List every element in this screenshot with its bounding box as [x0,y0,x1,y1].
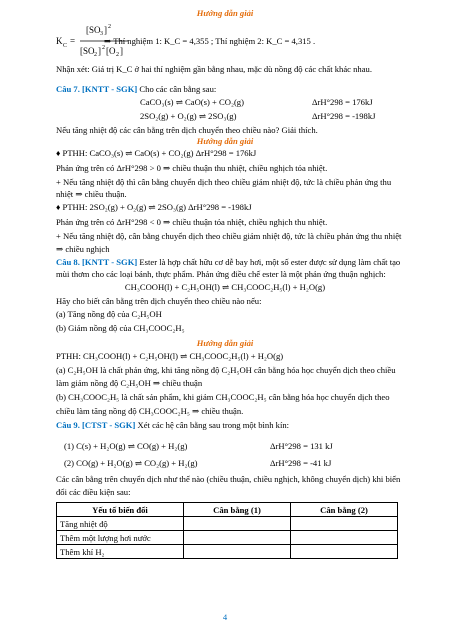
svg-text:C: C [63,43,68,49]
q7-guide-header: Hướng dẫn giải [196,136,254,146]
q8-text: Ester là hợp chất hữu cơ dễ bay hơi, một số ester được sử dụng làm chất tạo [137,257,401,267]
table-row [57,517,398,531]
q7-answer-line: + Nếu tăng nhiệt độ thì cân bằng chuyển dịch theo chiều giảm nhiệt độ, tức là chiều phản ứng thu [56,177,392,187]
q8-text-continued: mùi thơm cho các loại bánh, thực phẩm. Phản ứng điều chế ester là một phản ứng thuận nghịch: [56,269,386,279]
q9-question: Các cân bằng trên chuyển dịch như thế nào (chiều thuận, chiều nghịch, không chuyển dịch) khi biến [56,474,401,484]
table-cell: Thêm khí H₂ [57,545,184,559]
q7-answer-line: ⇒ chiều nghịch [56,244,110,254]
q9-eq1: (1) C(s) + H₂O(g) ⇌ CO(g) + H₂(g) [64,441,188,451]
table-row [57,531,398,545]
kc-note: Nhận xét: Giá trị K_C ở hai thí nghiệm gần bằng nhau, mặc dù nồng độ các chất khác nhau. [56,64,372,74]
q8-option-b: (b) Giảm nồng độ của CH₃COOC₂H₅ [56,323,185,333]
q8-equation: CH₃COOH(l) + C₂H₅OH(l) ⇌ CH₃COOC₂H₅(l) + H₂O(g) [124,282,326,292]
table-cell[interactable] [291,517,398,531]
table-row [57,545,398,559]
q7-question: Nếu tăng nhiệt độ các cân bằng trên dịch chuyển theo chiều nào? Giải thích. [56,125,318,135]
q8-question: Hãy cho biết cân bằng trên dịch chuyển theo chiều nào nếu: [56,296,262,306]
svg-text:[SO: [SO [80,46,95,56]
svg-text:]: ] [104,25,107,35]
q7-answer-line: ♦ PTHH: 2SO₂(g) + O₂(g) ⇌ 2SO₃(g) ΔrH°298 = -198kJ [56,202,252,212]
svg-text:2: 2 [102,45,105,51]
q8-answer-line: (b) CH₃COOC₂H₅ là chất sản phẩm, khi giảm CH₃COOC₂H₅ cân bằng hóa học chuyển dịch theo [56,392,390,402]
table-cell[interactable] [184,545,291,559]
q7-eq2: 2SO₂(g) + O₂(g) ⇌ 2SO₃(g) [140,111,237,121]
svg-text:2: 2 [108,24,111,30]
q7-answer-line: ♦ PTHH: CaCO₃(s) ⇌ CaO(s) + CO₂(g) ΔrH°298 = 176kJ [56,148,257,158]
table-cell[interactable] [184,531,291,545]
svg-text:[SO: [SO [86,25,101,35]
kc-results: ⇒ Thí nghiệm 1: K_C = 4,355 ; Thí nghiệm 2: K_C = 4,315 . [104,36,316,46]
q9-prompt [56,420,289,431]
q8-option-a: (a) Tăng nồng độ của C₂H₅OH [56,309,162,319]
q7-prompt [56,84,216,95]
table-header: Cân bằng (2) [291,503,398,517]
svg-text:]: ] [120,46,123,56]
table-header: Cân bằng (1) [184,503,291,517]
q9-eq1-enthalpy: ΔrH°298 = 131 kJ [270,441,333,451]
table-header: Yếu tố biến đổi [57,503,184,517]
q8-answer-line: làm giảm nồng độ C₂H₅OH ⇒ chiều thuận [56,378,203,388]
table-cell: Thêm một lượng hơi nước [57,531,184,545]
q8-prompt [56,257,400,268]
q7-answer-line: Phản ứng trên có ΔrH°298 < 0 ⇒ chiều thuận tỏa nhiệt, chiều nghịch thu nhiệt. [56,217,328,227]
q8-label: Câu 8. [KNTT - SGK] [56,257,138,267]
q7-answer-line: Phản ứng trên có ΔrH°298 > 0 ⇒ chiều thuận thu nhiệt, chiều nghịch tỏa nhiệt. [56,163,328,173]
svg-text:K: K [56,36,63,46]
svg-text:2: 2 [116,52,119,58]
q7-eq1-enthalpy: ΔrH°298 = 176kJ [312,97,373,107]
table-cell[interactable] [291,545,398,559]
q7-text: Cho các cân bằng sau: [137,84,217,94]
q7-answer-line: + Nếu tăng nhiệt độ, cân bằng chuyển dịch theo chiều giảm nhiệt độ, tức là chiều phản ứng thu nhiệt [56,231,402,241]
q9-eq2-enthalpy: ΔrH°298 = -41 kJ [270,458,332,468]
q8-answer-line: (a) C₂H₅OH là chất phản ứng, khi tăng nồng độ C₂H₅OH cân bằng hóa học chuyển dịch theo chiều [56,365,396,375]
page-number: 4 [222,612,228,622]
svg-text:3: 3 [100,31,103,37]
q7-label: Câu 7. [KNTT - SGK] [56,84,138,94]
table-cell: Tăng nhiệt độ [57,517,184,531]
svg-text:2: 2 [94,52,97,58]
q7-answer-line: nhiệt ⇒ chiều thuận. [56,189,127,199]
table-cell[interactable] [184,517,291,531]
q9-text: Xét các hệ cân bằng sau trong một bình kín: [135,420,290,430]
conditions-table [56,502,398,559]
q8-answer-line: chiều làm tăng nồng độ CH₃COOC₂H₅ ⇒ chiều thuận. [56,406,244,416]
table-header-row [57,503,398,517]
q7-eq2-enthalpy: ΔrH°298 = -198kJ [312,111,376,121]
svg-text:]: ] [98,46,101,56]
q9-label: Câu 9. [CTST - SGK] [56,420,136,430]
q8-guide-header: Hướng dẫn giải [196,338,254,348]
guide-header: Hướng dẫn giải [196,8,254,18]
q7-eq1: CaCO₃(s) ⇌ CaO(s) + CO₂(g) [140,97,244,107]
svg-text:=: = [70,36,76,46]
q9-question-continued: đổi các điều kiện sau: [56,487,131,497]
q8-answer-line: PTHH: CH₃COOH(l) + C₂H₅OH(l) ⇌ CH₃COOC₂H₅(l) + H₂O(g) [56,351,284,361]
q9-eq2: (2) CO(g) + H₂O(g) ⇌ CO₂(g) + H₂(g) [64,458,198,468]
svg-text:[O: [O [106,46,116,56]
table-cell[interactable] [291,531,398,545]
